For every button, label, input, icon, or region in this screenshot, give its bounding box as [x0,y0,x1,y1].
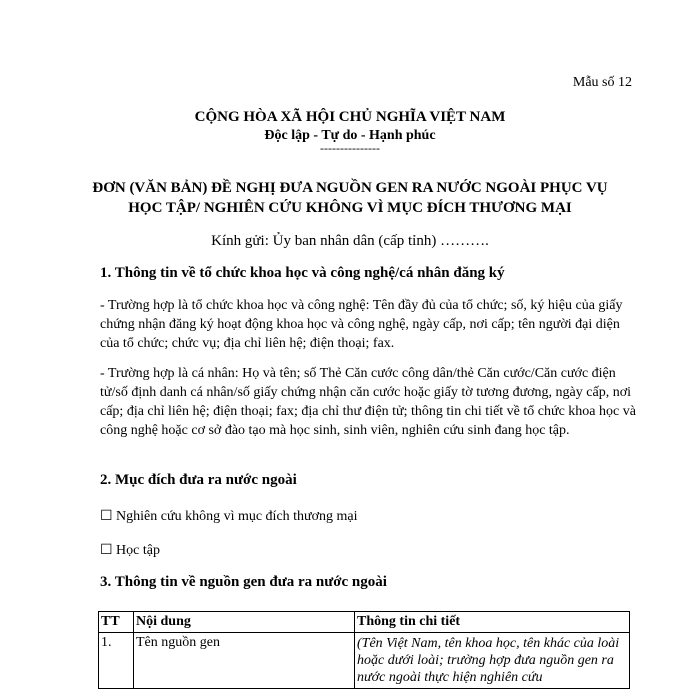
row-content: Tên nguồn gen [134,633,355,689]
row-detail: (Tên Việt Nam, tên khoa học, tên khác của loài hoặc dưới loài; trường hợp đưa nguồn gen ra nước ngoài thực hiện nghiên cứu [355,633,630,689]
document-title-line2: HỌC TẬP/ NGHIÊN CỨU KHÔNG VÌ MỤC ĐÍCH THƯƠNG MẠI [128,200,572,216]
national-motto: Độc lập - Tự do - Hạnh phúc [264,128,436,143]
form-number: Mẫu số 12 [572,75,632,90]
gene-info-table [98,611,630,689]
section1-heading: 1. Thông tin về tổ chức khoa học và công nghệ/cá nhân đăng ký [100,265,505,281]
country-name: CỘNG HÒA XÃ HỘI CHỦ NGHĨA VIỆT NAM [194,109,506,125]
option-study-checkbox[interactable]: ☐ Học tập [100,543,160,558]
section3-heading: 3. Thông tin về nguồn gen đưa ra nước ngoài [100,574,387,590]
table-header-row [99,612,630,633]
header-content: Nội dung [134,612,355,633]
section1-org-paragraph: - Trường hợp là tổ chức khoa học và công nghệ: Tên đầy đủ của tổ chức; số, ký hiệu của giấy chứng nhận đăng ký hoạt động khoa học và công nghệ, ngày cấp, nơi cấp; tên người đại diện của tổ chức; chức vụ; địa chỉ liên hệ; điện thoại; fax. [100,298,623,351]
section2-heading: 2. Mục đích đưa ra nước ngoài [100,472,297,488]
row-number: 1. [99,633,134,689]
option-research-checkbox[interactable]: ☐ Nghiên cứu không vì mục đích thương mại [100,509,358,524]
document-title-line1: ĐƠN (VĂN BẢN) ĐỀ NGHỊ ĐƯA NGUỒN GEN RA NƯỚC NGOÀI PHỤC VỤ [92,180,608,196]
header-detail: Thông tin chi tiết [355,612,630,633]
document-title [0,178,700,218]
header-tt: TT [99,612,134,633]
header-separator: --------------- [320,141,380,155]
addressee: Kính gửi: Ủy ban nhân dân (cấp tỉnh) ………. [211,233,489,249]
section1-person-paragraph: - Trường hợp là cá nhân: Họ và tên; số Thẻ Căn cước công dân/thẻ Căn cước/Căn cước điện tử/số định danh cá nhân/số giấy chứng nhận căn cước hoặc giấy tờ tương đương, ngày cấp, nơi cấp; địa chỉ liên hệ; điện thoại; fax; địa chỉ thư điện tử; thông tin chi tiết về tổ chức khoa học và công nghệ hoặc cơ sở đào tạo mà học sinh, sinh viên, nghiên cứu sinh đang học tập. [100,366,636,438]
table-row [99,633,630,689]
